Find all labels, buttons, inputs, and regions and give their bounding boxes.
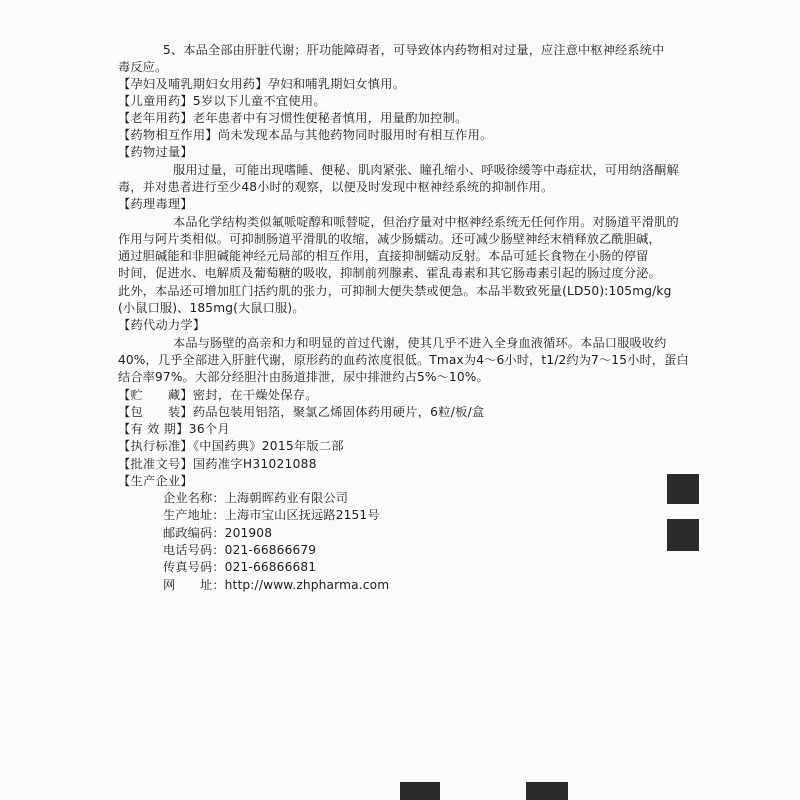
section-geriatric: 【老年用药】老年患者中有习惯性便秘者慎用，用量酌加控制。 bbox=[118, 111, 468, 125]
manufacturer-phone: 电话号码：021-66866679 bbox=[163, 543, 317, 557]
section-pharmacology-heading: 【药理毒理】 bbox=[118, 197, 193, 211]
text-line: 时间，促进水、电解质及葡萄糖的吸收，抑制前列腺素、霍乱毒素和其它肠毒素引起的肠过度分泌。 bbox=[118, 266, 661, 280]
section-pharmacokinetics-heading: 【药代动力学】 bbox=[118, 318, 206, 332]
section-storage: 【贮 藏】密封，在干燥处保存。 bbox=[118, 388, 318, 402]
text-line: 此外，本品还可增加肛门括约肌的张力，可抑制大便失禁或便急。本品半数致死量(LD50):105mg/kg bbox=[118, 284, 672, 298]
text-line: 5、本品全部由肝脏代谢；肝功能障碍者，可导致体内药物相对过量，应注意中枢神经系统中 bbox=[163, 43, 665, 57]
section-packaging: 【包 装】药品包装用铝箔，聚氯乙烯固体药用硬片，6粒/板/盒 bbox=[118, 405, 485, 419]
text-line: 服用过量，可能出现嗜睡、便秘、肌肉紧张、瞳孔缩小、呼吸徐缓等中毒症状，可用纳洛酮解 bbox=[173, 163, 679, 177]
text-line: (小鼠口服)、185mg(大鼠口服)。 bbox=[118, 301, 305, 315]
section-standard: 【执行标准】《中国药典》2015年版二部 bbox=[118, 439, 344, 453]
section-pediatric: 【儿童用药】5岁以下儿童不宜使用。 bbox=[118, 94, 326, 108]
text-line: 结合率97%。大部分经胆汁由肠道排泄，尿中排泄约占5%～10%。 bbox=[118, 370, 489, 384]
manufacturer-postcode: 邮政编码：201908 bbox=[163, 526, 273, 540]
text-line: 作用与阿片类相似。可抑制肠道平滑肌的收缩，减少肠蠕动。还可减少肠壁神经末梢释放乙酰胆碱， bbox=[118, 232, 661, 246]
registration-mark-bottom-left bbox=[400, 782, 440, 800]
text-line: 40%，几乎全部进入肝脏代谢，原形药的血药浓度很低。Tmax为4～6小时，t1/2约为7～15小时，蛋白 bbox=[118, 353, 689, 367]
section-pregnancy: 【孕妇及哺乳期妇女用药】孕妇和哺乳期妇女慎用。 bbox=[118, 77, 406, 91]
manufacturer-website: 网 址：http://www.zhpharma.com bbox=[163, 578, 390, 592]
registration-mark-upper bbox=[667, 474, 699, 504]
text-line: 毒，并对患者进行至少48小时的观察，以便及时发现中枢神经系统的抑制作用。 bbox=[118, 180, 554, 194]
text-line: 本品与肠壁的高亲和力和明显的首过代谢，使其几乎不进入全身血液循环。本品口服吸收约 bbox=[173, 336, 667, 350]
manufacturer-fax: 传真号码：021-66866681 bbox=[163, 560, 317, 574]
manufacturer-address: 生产地址：上海市宝山区抚远路2151号 bbox=[163, 508, 380, 522]
manufacturer-name: 企业名称：上海朝晖药业有限公司 bbox=[163, 491, 349, 505]
text-line: 毒反应。 bbox=[118, 60, 168, 74]
section-manufacturer-heading: 【生产企业】 bbox=[118, 474, 193, 488]
section-overdose-heading: 【药物过量】 bbox=[118, 145, 193, 159]
registration-mark-bottom-right bbox=[526, 782, 568, 800]
text-line: 通过胆碱能和非胆碱能神经元局部的相互作用，直接抑制蠕动反射。本品可延长食物在小肠的停留 bbox=[118, 249, 649, 263]
section-interactions: 【药物相互作用】尚未发现本品与其他药物同时服用时有相互作用。 bbox=[118, 128, 493, 142]
registration-mark-lower bbox=[667, 519, 699, 551]
text-line: 本品化学结构类似氟哌啶醇和哌替啶，但治疗量对中枢神经系统无任何作用。对肠道平滑肌的 bbox=[173, 215, 679, 229]
section-shelf-life: 【有 效 期】36个月 bbox=[118, 422, 230, 436]
section-approval-number: 【批准文号】国药准字H31021088 bbox=[118, 457, 317, 471]
